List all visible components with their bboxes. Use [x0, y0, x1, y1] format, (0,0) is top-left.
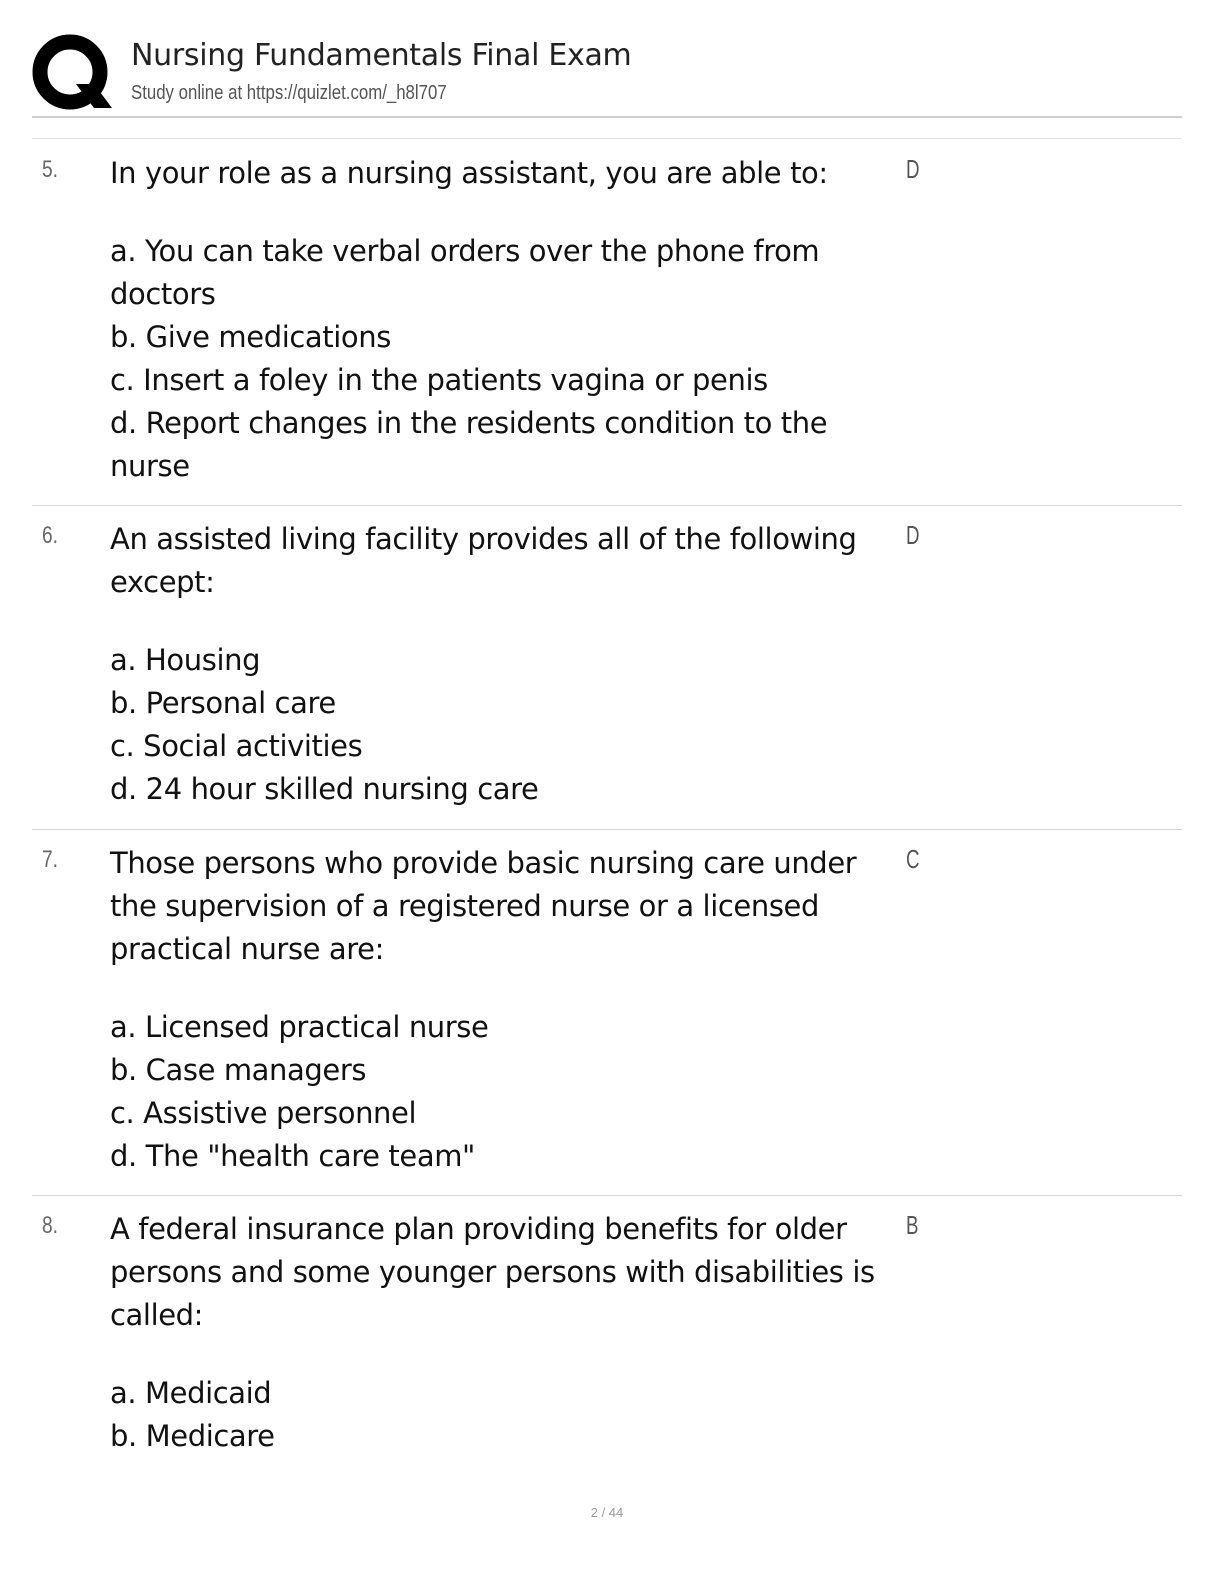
card-option: d. Report changes in the residents condition to the nurse — [110, 406, 828, 483]
card-option: b. Medicare — [110, 1419, 275, 1453]
card-option: c. Social activities — [110, 729, 363, 763]
card-option: d. 24 hour skilled nursing care — [110, 772, 539, 806]
study-online-link[interactable]: Study online at https://quizlet.com/_h8l707 — [131, 82, 447, 104]
card-answer: B — [906, 1210, 919, 1240]
card-option: a. Licensed practical nurse — [110, 1010, 489, 1044]
card-divider — [32, 1195, 1182, 1196]
header-divider-secondary — [32, 138, 1182, 139]
card-number: 5. — [42, 156, 59, 183]
card-question: In your role as a nursing assistant, you are able to: — [110, 156, 828, 190]
card-term — [110, 1208, 910, 1458]
card-option: a. You can take verbal orders over the phone from doctors — [110, 234, 820, 311]
page-header — [32, 30, 1182, 116]
header-divider — [32, 116, 1182, 118]
document-title: Nursing Fundamentals Final Exam — [131, 38, 632, 73]
card-number: 7. — [42, 846, 59, 873]
card-term — [110, 842, 910, 1178]
card-number: 6. — [42, 522, 59, 549]
card-answer: C — [906, 844, 920, 874]
card-question: Those persons who provide basic nursing care under the supervision of a registered nurse or a licensed practical nurse are: — [110, 846, 857, 966]
card-divider — [32, 829, 1182, 830]
card-question: An assisted living facility provides all of the following except: — [110, 522, 857, 599]
card-option: d. The "health care team" — [110, 1139, 475, 1173]
page-number: 2 / 44 — [590, 1505, 624, 1520]
card-answer: D — [906, 520, 920, 550]
card-question: A federal insurance plan providing benefits for older persons and some younger persons with disabilities is called: — [110, 1212, 875, 1332]
card-option: b. Personal care — [110, 686, 336, 720]
card-term — [110, 152, 910, 488]
card-option: a. Housing — [110, 643, 261, 677]
quizlet-logo-icon — [32, 34, 112, 114]
card-divider — [32, 505, 1182, 506]
card-option: a. Medicaid — [110, 1376, 272, 1410]
card-option: c. Insert a foley in the patients vagina or penis — [110, 363, 768, 397]
card-option: b. Case managers — [110, 1053, 367, 1087]
card-number: 8. — [42, 1212, 59, 1239]
card-term — [110, 518, 910, 811]
card-answer: D — [906, 154, 920, 184]
card-option: b. Give medications — [110, 320, 391, 354]
card-option: c. Assistive personnel — [110, 1096, 417, 1130]
